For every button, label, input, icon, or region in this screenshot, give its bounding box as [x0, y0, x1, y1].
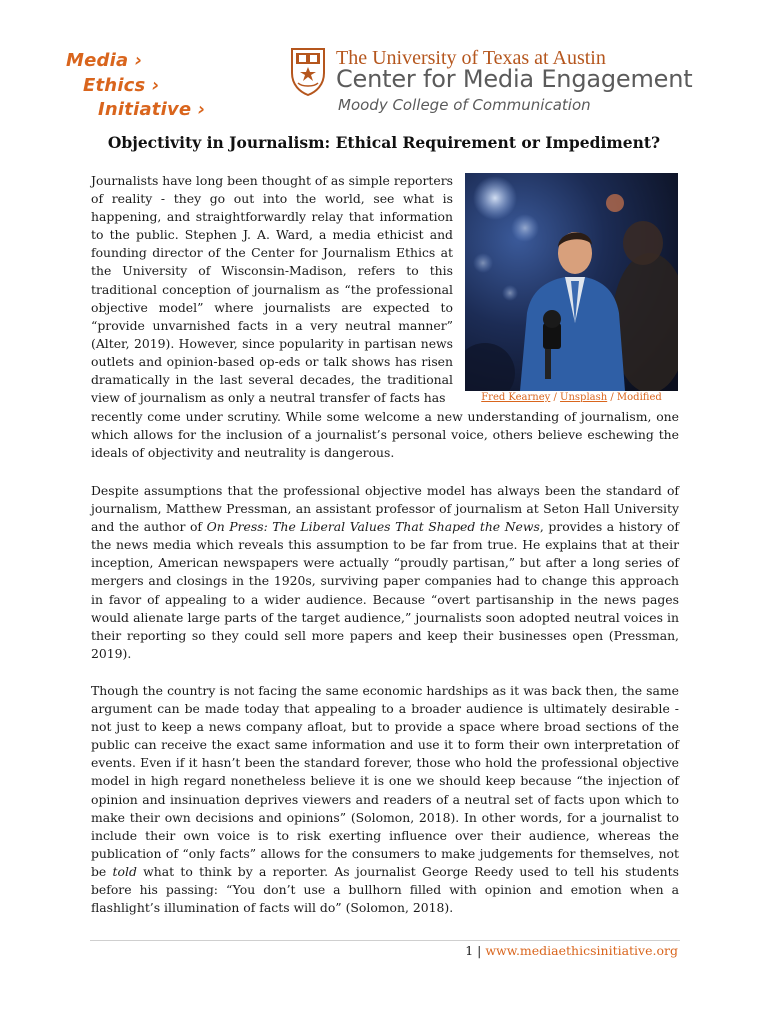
- photo-credit: [465, 392, 678, 403]
- paragraph-2-text-b: , provides a history of the news media which reveals this assumption to be far from true. He explains that at their inception, American newspapers were actually “proudly partisan,” but after a long series of mergers and closings in the 1920s, surviving paper companies had to change this approach in favor of appealing to a wider audience. Because “overt partisanship in the news pages would alienate large parts of the target audience,” journalists soon adopted neutral voices in their reporting so they could sell more papers and keep their businesses open (Pressman, 2019).: [91, 519, 679, 661]
- paragraph-3: [91, 682, 679, 917]
- logo-line-media: Media ›: [66, 50, 143, 71]
- media-ethics-initiative-logo: [66, 50, 226, 122]
- college-name: Moody College of Communication: [338, 96, 591, 114]
- emphasis-told: told: [112, 863, 137, 879]
- footer-divider: [90, 940, 680, 941]
- page-footer: [465, 943, 678, 958]
- page-number: 1: [465, 943, 474, 958]
- footer-separator: |: [473, 943, 486, 958]
- center-name: Center for Media Engagement: [336, 65, 693, 93]
- paragraph-3-text-a: Though the country is not facing the same economic hardships as it was back then, the same argument can be made today that appealing to a broader audience is ultimately desirable - not just to keep a news company afloat, but to provide a space where broad sections of the public can receive the exact same information and use it to form their own interpretation of events. Even if it hasn’t been the standard forever, those who hold the professional objective model in high regard nonetheless believe it is one we should keep because “the injection of opinion and insinuation deprives viewers and readers of a neutral set of facts upon which to make their own decisions and opinions” (Solomon, 2018). In other words, for a journalist to include their own voice is to risk exerting influence over their audience, whereas the publication of “only facts” allows for the consumers to make judgements for themselves, not be: [91, 683, 679, 879]
- paragraph-2-text-a: Despite assumptions that the professional objective model has always been the standard of journalism, Matthew Pressman, an assistant professor of journalism at Seton Hall University and the author of: [91, 483, 679, 535]
- logo-line-initiative: Initiative ›: [98, 99, 206, 120]
- photo-credit-suffix: / Modified: [607, 392, 662, 403]
- university-name: The University of Texas at Austin: [336, 47, 606, 69]
- photo-credit-author-link[interactable]: Fred Kearney: [481, 392, 551, 403]
- logo-line-ethics: Ethics ›: [83, 75, 160, 96]
- book-title: On Press: The Liberal Values That Shaped the News: [206, 519, 540, 535]
- paragraph-1-part-2: recently come under scrutiny. While some welcome a new understanding of journalism, one which allows for the inclusion of a journalist’s personal voice, others believe eschewing the ideals of objectivity and neutrality is dangerous.: [91, 409, 679, 461]
- document-title: Objectivity in Journalism: Ethical Requirement or Impediment?: [107, 133, 661, 152]
- photo-credit-site-link[interactable]: Unsplash: [560, 392, 608, 403]
- reporter-photo-image: [465, 173, 678, 391]
- ut-shield-icon: [290, 47, 326, 97]
- paragraph-2: [91, 482, 679, 663]
- photo-credit-separator: /: [550, 392, 561, 403]
- paragraph-3-text-b: what to think by a reporter. As journalist George Reedy used to tell his students before his passing: “You don’t use a bullhorn filled with opinion and emotion when a flashlight’s illumination of facts will do” (Solomon, 2018).: [91, 863, 679, 916]
- footer-website-link[interactable]: www.mediaethicsinitiative.org: [485, 943, 678, 958]
- article-photo: [465, 173, 678, 391]
- paragraph-1-part-1: Journalists have long been thought of as simple reporters of reality - they go out into the world, see what is happening, and straightforwardly relay that information to the public. Stephen J. A. Ward, a media ethicist and founding director of the Center for Journalism Ethics at the University of Wisconsin-Madison, refers to this traditional conception of journalism as “the professional objective model” where journalists are expected to “provide unvarnished facts in a very neutral manner” (Alter, 2019). However, since popularity in partisan news outlets and opinion-based op-eds or talk shows has risen dramatically in the last several decades, the traditional view of journalism as only a neutral transfer of facts has: [91, 173, 453, 406]
